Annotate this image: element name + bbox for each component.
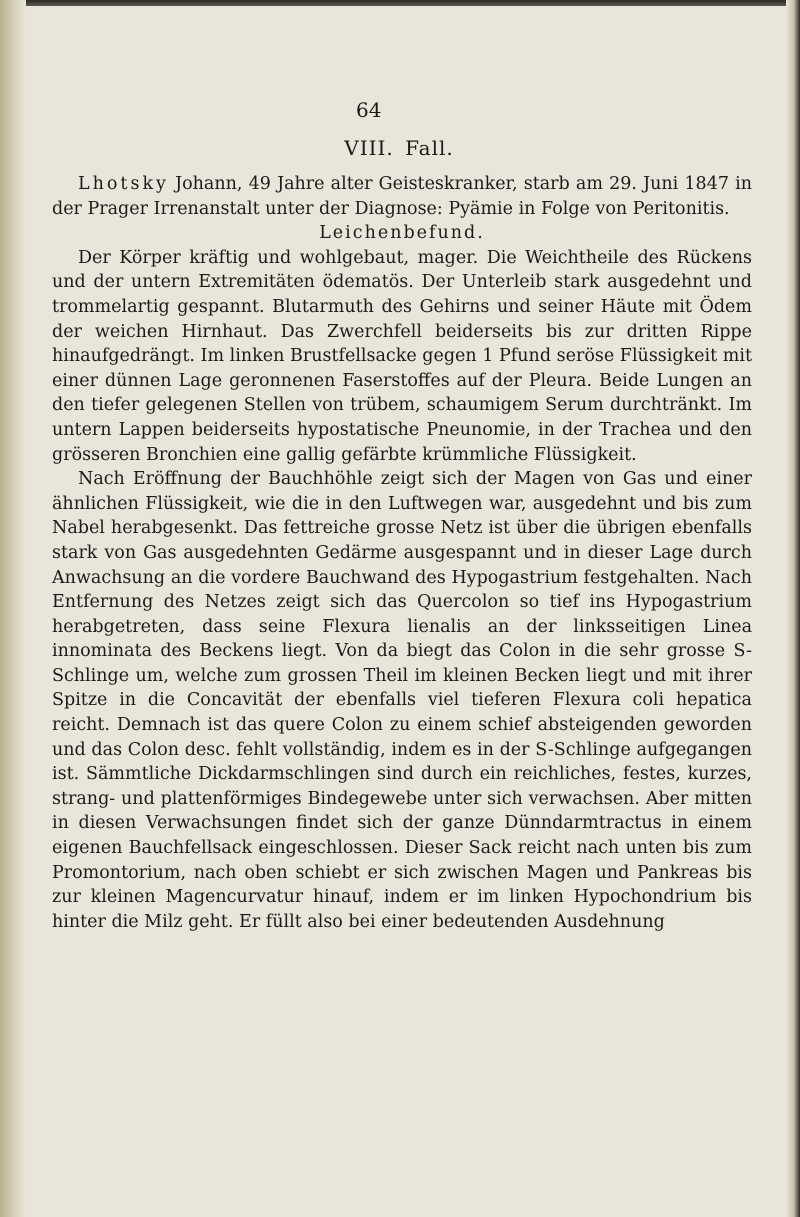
findings-paragraph-1: Der Körper kräftig und wohlgebaut, mager. Die Weichtheile des Rückens und der untern Extremitäten ödematös. Der Unterleib stark ausgedehnt und trommelartig gespannt. Blutarmuth des Gehirns und seiner Häute mit Ödem der weichen Hirnhaut. Das Zwerchfell beiderseits bis zur dritten Rippe hinaufgedrängt. Im linken Brustfellsacke gegen 1 Pfund seröse Flüssigkeit mit einer dünnen Lage geronnenen Faserstoffes auf der Pleura. Beide Lungen an den tiefer gelegenen Stellen von trübem, schaumigem Serum durchtränkt. Im untern Lappen beiderseits hypostatische Pneunomie, in der Trachea und den grösseren Bronchien eine gallig gefärbte krümmliche Flüssigkeit. [52,247,752,465]
case-intro-text: Johann, 49 Jahre alter Geisteskranker, starb am 29. Juni 1847 in der Prager Irrenanstalt unter der Diagnose: Pyämie in Folge von Peritonitis. [52,174,752,219]
patient-surname: Lhotsky [78,174,169,194]
case-intro-paragraph [52,172,752,221]
body-text [52,172,752,934]
autopsy-subheading: Leichenbefund. [319,223,485,244]
book-page [44,0,754,1217]
page-number: 64 [356,98,382,122]
findings-paragraph-2: Nach Eröffnung der Bauchhöhle zeigt sich der Magen von Gas und einer ähnlichen Flüssigkeit, wie die in den Luftwegen war, ausgedehnt und bis zum Nabel herabgesenkt. Das fettreiche grosse Netz ist über die übrigen ebenfalls stark von Gas ausgedehnten Gedärme ausgespannt und in dieser Lage durch Anwachsung an die vordere Bauchwand des Hypogastrium festgehalten. Nach Entfernung des Netzes zeigt sich das Quercolon so tief ins Hypogastrium herabgetreten, dass seine Flexura lienalis an der linksseitigen Linea innominata des Beckens liegt. Von da biegt das Colon in die sehr grosse S-Schlinge um, welche zum grossen Theil im kleinen Becken liegt und mit ihrer Spitze in die Concavität der ebenfalls viel tieferen Flexura coli hepatica reicht. Demnach ist das quere Colon zu einem schief absteigenden geworden und das Colon desc. fehlt vollständig, indem es in der S-Schlinge aufgegangen ist. Sämmtliche Dickdarmschlingen sind durch ein reichliches, festes, kurzes, strang- und plattenförmiges Bindegewebe unter sich verwachsen. Aber mitten in diesen Verwachsungen findet sich der ganze Dünndarmtractus in einem eigenen Bauchfellsack eingeschlossen. Dieser Sack reicht nach unten bis zum Promontorium, nach oben schiebt er sich zwischen Magen und Pankreas bis zur kleinen Magencurvatur hinauf, indem er im linken Hypochondrium bis hinter die Milz geht. Er füllt also bei einer bedeutenden Ausdehnung [52,469,752,932]
right-page-edge [786,0,800,1217]
left-binding-shadow [0,0,26,1217]
section-heading: VIII. Fall. [344,136,454,160]
